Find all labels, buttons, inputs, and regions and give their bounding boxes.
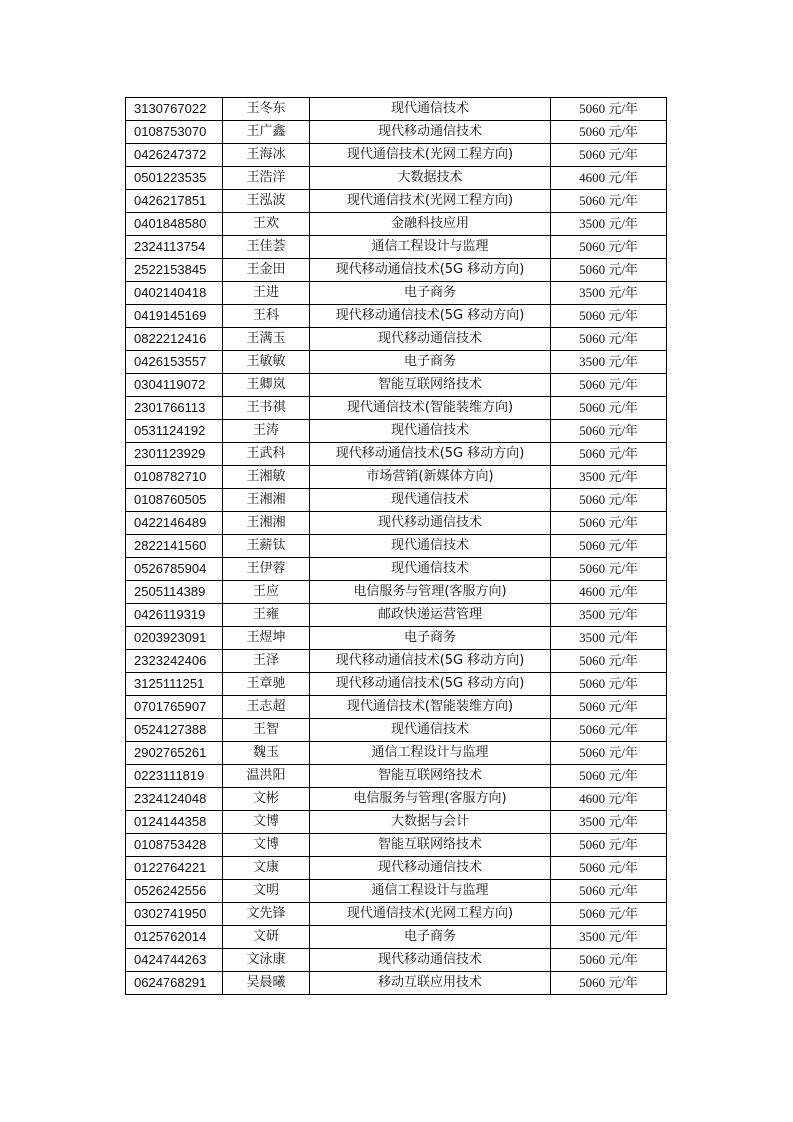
student-id-cell: 2505114389	[126, 581, 223, 604]
table-row	[126, 489, 667, 512]
student-name-cell: 文康	[223, 857, 310, 880]
major-cell: 通信工程设计与监理	[310, 742, 551, 765]
table-row	[126, 581, 667, 604]
tuition-fee-cell: 5060 元/年	[551, 558, 667, 581]
table-row	[126, 98, 667, 121]
student-id-cell: 2522153845	[126, 259, 223, 282]
table-row	[126, 926, 667, 949]
table-row	[126, 834, 667, 857]
table-row	[126, 604, 667, 627]
table-row	[126, 328, 667, 351]
tuition-fee-cell: 3500 元/年	[551, 811, 667, 834]
student-id-cell: 0426119319	[126, 604, 223, 627]
tuition-fee-cell: 5060 元/年	[551, 972, 667, 995]
student-id-cell: 0108753428	[126, 834, 223, 857]
student-id-cell: 0822212416	[126, 328, 223, 351]
table-row	[126, 857, 667, 880]
student-name-cell: 王书祺	[223, 397, 310, 420]
tuition-fee-cell: 5060 元/年	[551, 903, 667, 926]
table-row	[126, 558, 667, 581]
major-cell: 通信工程设计与监理	[310, 880, 551, 903]
student-name-cell: 王卿岚	[223, 374, 310, 397]
table-row	[126, 213, 667, 236]
tuition-fee-cell: 3500 元/年	[551, 627, 667, 650]
table-row	[126, 259, 667, 282]
student-id-cell: 0426153557	[126, 351, 223, 374]
student-name-cell: 王进	[223, 282, 310, 305]
student-id-cell: 0526242556	[126, 880, 223, 903]
major-cell: 现代通信技术(智能装维方向)	[310, 397, 551, 420]
table-row	[126, 466, 667, 489]
tuition-fee-cell: 5060 元/年	[551, 397, 667, 420]
table-body	[126, 98, 667, 995]
tuition-fee-cell: 3500 元/年	[551, 926, 667, 949]
tuition-fee-cell: 5060 元/年	[551, 880, 667, 903]
major-cell: 电子商务	[310, 282, 551, 305]
table-row	[126, 650, 667, 673]
major-cell: 现代通信技术(光网工程方向)	[310, 190, 551, 213]
major-cell: 现代移动通信技术(5G 移动方向)	[310, 259, 551, 282]
table-row	[126, 719, 667, 742]
major-cell: 现代通信技术	[310, 489, 551, 512]
student-name-cell: 文博	[223, 834, 310, 857]
tuition-fee-cell: 3500 元/年	[551, 604, 667, 627]
student-id-cell: 0302741950	[126, 903, 223, 926]
table-row	[126, 535, 667, 558]
table-row	[126, 627, 667, 650]
student-name-cell: 王章驰	[223, 673, 310, 696]
tuition-fee-cell: 5060 元/年	[551, 673, 667, 696]
major-cell: 电信服务与管理(客服方向)	[310, 788, 551, 811]
table-row	[126, 236, 667, 259]
student-id-cell: 0701765907	[126, 696, 223, 719]
tuition-fee-cell: 5060 元/年	[551, 742, 667, 765]
tuition-fee-cell: 5060 元/年	[551, 236, 667, 259]
major-cell: 电子商务	[310, 351, 551, 374]
student-name-cell: 王煜坤	[223, 627, 310, 650]
student-id-cell: 0125762014	[126, 926, 223, 949]
student-id-cell: 0426247372	[126, 144, 223, 167]
tuition-fee-cell: 4600 元/年	[551, 581, 667, 604]
table-row	[126, 512, 667, 535]
tuition-fee-cell: 3500 元/年	[551, 282, 667, 305]
student-id-cell: 0401848580	[126, 213, 223, 236]
major-cell: 现代通信技术(智能装维方向)	[310, 696, 551, 719]
student-name-cell: 王泓波	[223, 190, 310, 213]
student-name-cell: 王科	[223, 305, 310, 328]
table-row	[126, 420, 667, 443]
student-name-cell: 文彬	[223, 788, 310, 811]
table-row	[126, 282, 667, 305]
student-id-cell: 0526785904	[126, 558, 223, 581]
student-id-cell: 0624768291	[126, 972, 223, 995]
student-name-cell: 王冬东	[223, 98, 310, 121]
table-row	[126, 949, 667, 972]
student-id-cell: 2324113754	[126, 236, 223, 259]
table-row	[126, 880, 667, 903]
tuition-fee-cell: 5060 元/年	[551, 535, 667, 558]
major-cell: 现代移动通信技术	[310, 949, 551, 972]
student-name-cell: 王敏敏	[223, 351, 310, 374]
tuition-fee-cell: 5060 元/年	[551, 98, 667, 121]
student-name-cell: 王广鑫	[223, 121, 310, 144]
table-row	[126, 811, 667, 834]
tuition-fee-cell: 3500 元/年	[551, 213, 667, 236]
major-cell: 电信服务与管理(客服方向)	[310, 581, 551, 604]
student-id-cell: 2324124048	[126, 788, 223, 811]
major-cell: 现代移动通信技术(5G 移动方向)	[310, 650, 551, 673]
student-id-cell: 0424744263	[126, 949, 223, 972]
student-id-cell: 2301123929	[126, 443, 223, 466]
major-cell: 现代移动通信技术	[310, 121, 551, 144]
student-id-cell: 2822141560	[126, 535, 223, 558]
student-id-cell: 0422146489	[126, 512, 223, 535]
table-row	[126, 374, 667, 397]
tuition-fee-cell: 5060 元/年	[551, 949, 667, 972]
major-cell: 智能互联网络技术	[310, 834, 551, 857]
student-id-cell: 0531124192	[126, 420, 223, 443]
major-cell: 现代通信技术	[310, 98, 551, 121]
major-cell: 邮政快递运营管理	[310, 604, 551, 627]
student-id-cell: 0122764221	[126, 857, 223, 880]
major-cell: 现代移动通信技术(5G 移动方向)	[310, 443, 551, 466]
tuition-fee-cell: 4600 元/年	[551, 788, 667, 811]
student-name-cell: 王湘敏	[223, 466, 310, 489]
tuition-fee-cell: 5060 元/年	[551, 765, 667, 788]
student-name-cell: 王薪钛	[223, 535, 310, 558]
student-name-cell: 王金田	[223, 259, 310, 282]
student-name-cell: 王涛	[223, 420, 310, 443]
major-cell: 现代通信技术(光网工程方向)	[310, 903, 551, 926]
tuition-fee-cell: 5060 元/年	[551, 857, 667, 880]
tuition-fee-cell: 5060 元/年	[551, 121, 667, 144]
student-name-cell: 王雍	[223, 604, 310, 627]
student-name-cell: 王欢	[223, 213, 310, 236]
student-name-cell: 王泽	[223, 650, 310, 673]
table-row	[126, 788, 667, 811]
student-id-cell: 0419145169	[126, 305, 223, 328]
tuition-fee-cell: 5060 元/年	[551, 420, 667, 443]
student-name-cell: 魏玉	[223, 742, 310, 765]
tuition-fee-cell: 3500 元/年	[551, 466, 667, 489]
student-id-cell: 0108760505	[126, 489, 223, 512]
major-cell: 移动互联应用技术	[310, 972, 551, 995]
table-row	[126, 305, 667, 328]
table-row	[126, 397, 667, 420]
major-cell: 通信工程设计与监理	[310, 236, 551, 259]
major-cell: 智能互联网络技术	[310, 765, 551, 788]
major-cell: 现代移动通信技术	[310, 512, 551, 535]
major-cell: 现代通信技术	[310, 558, 551, 581]
tuition-fee-cell: 5060 元/年	[551, 696, 667, 719]
student-name-cell: 文泳康	[223, 949, 310, 972]
student-id-cell: 0304119072	[126, 374, 223, 397]
tuition-fee-cell: 5060 元/年	[551, 834, 667, 857]
table-row	[126, 742, 667, 765]
table-row	[126, 443, 667, 466]
major-cell: 智能互联网络技术	[310, 374, 551, 397]
student-id-cell: 0108753070	[126, 121, 223, 144]
student-id-cell: 0501223535	[126, 167, 223, 190]
table-row	[126, 972, 667, 995]
student-id-cell: 0223111819	[126, 765, 223, 788]
student-name-cell: 王海冰	[223, 144, 310, 167]
tuition-fee-cell: 5060 元/年	[551, 328, 667, 351]
major-cell: 现代移动通信技术	[310, 857, 551, 880]
major-cell: 大数据技术	[310, 167, 551, 190]
major-cell: 现代移动通信技术(5G 移动方向)	[310, 673, 551, 696]
major-cell: 金融科技应用	[310, 213, 551, 236]
major-cell: 现代通信技术	[310, 535, 551, 558]
table-row	[126, 351, 667, 374]
tuition-fee-cell: 5060 元/年	[551, 144, 667, 167]
major-cell: 现代移动通信技术	[310, 328, 551, 351]
table-row	[126, 121, 667, 144]
student-name-cell: 王智	[223, 719, 310, 742]
student-name-cell: 吴晨曦	[223, 972, 310, 995]
table-row	[126, 190, 667, 213]
student-id-cell: 0203923091	[126, 627, 223, 650]
student-id-cell: 2323242406	[126, 650, 223, 673]
tuition-fee-cell: 5060 元/年	[551, 374, 667, 397]
major-cell: 电子商务	[310, 627, 551, 650]
student-id-cell: 3125111251	[126, 673, 223, 696]
tuition-fee-cell: 5060 元/年	[551, 190, 667, 213]
student-name-cell: 文明	[223, 880, 310, 903]
student-name-cell: 王湘湘	[223, 489, 310, 512]
student-id-cell: 0524127388	[126, 719, 223, 742]
student-name-cell: 文先锋	[223, 903, 310, 926]
tuition-fee-cell: 4600 元/年	[551, 167, 667, 190]
major-cell: 现代通信技术	[310, 719, 551, 742]
table-row	[126, 903, 667, 926]
student-id-cell: 0124144358	[126, 811, 223, 834]
table-row	[126, 144, 667, 167]
major-cell: 市场营销(新媒体方向)	[310, 466, 551, 489]
student-name-cell: 王满玉	[223, 328, 310, 351]
student-fee-table	[125, 97, 667, 995]
major-cell: 现代移动通信技术(5G 移动方向)	[310, 305, 551, 328]
tuition-fee-cell: 5060 元/年	[551, 719, 667, 742]
tuition-fee-cell: 3500 元/年	[551, 351, 667, 374]
table-row	[126, 167, 667, 190]
major-cell: 现代通信技术(光网工程方向)	[310, 144, 551, 167]
student-name-cell: 王湘湘	[223, 512, 310, 535]
tuition-fee-cell: 5060 元/年	[551, 650, 667, 673]
tuition-fee-cell: 5060 元/年	[551, 259, 667, 282]
tuition-fee-cell: 5060 元/年	[551, 489, 667, 512]
student-id-cell: 2301766113	[126, 397, 223, 420]
tuition-fee-cell: 5060 元/年	[551, 443, 667, 466]
student-name-cell: 温洪阳	[223, 765, 310, 788]
student-name-cell: 王应	[223, 581, 310, 604]
table-row	[126, 696, 667, 719]
table-row	[126, 765, 667, 788]
student-name-cell: 王志超	[223, 696, 310, 719]
major-cell: 电子商务	[310, 926, 551, 949]
tuition-fee-cell: 5060 元/年	[551, 512, 667, 535]
major-cell: 现代通信技术	[310, 420, 551, 443]
student-name-cell: 王浩洋	[223, 167, 310, 190]
student-id-cell: 0402140418	[126, 282, 223, 305]
table-row	[126, 673, 667, 696]
student-name-cell: 王佳荟	[223, 236, 310, 259]
student-name-cell: 王武科	[223, 443, 310, 466]
student-name-cell: 文研	[223, 926, 310, 949]
student-id-cell: 2902765261	[126, 742, 223, 765]
major-cell: 大数据与会计	[310, 811, 551, 834]
student-id-cell: 3130767022	[126, 98, 223, 121]
student-id-cell: 0108782710	[126, 466, 223, 489]
tuition-fee-cell: 5060 元/年	[551, 305, 667, 328]
student-id-cell: 0426217851	[126, 190, 223, 213]
student-name-cell: 文博	[223, 811, 310, 834]
student-name-cell: 王伊蓉	[223, 558, 310, 581]
